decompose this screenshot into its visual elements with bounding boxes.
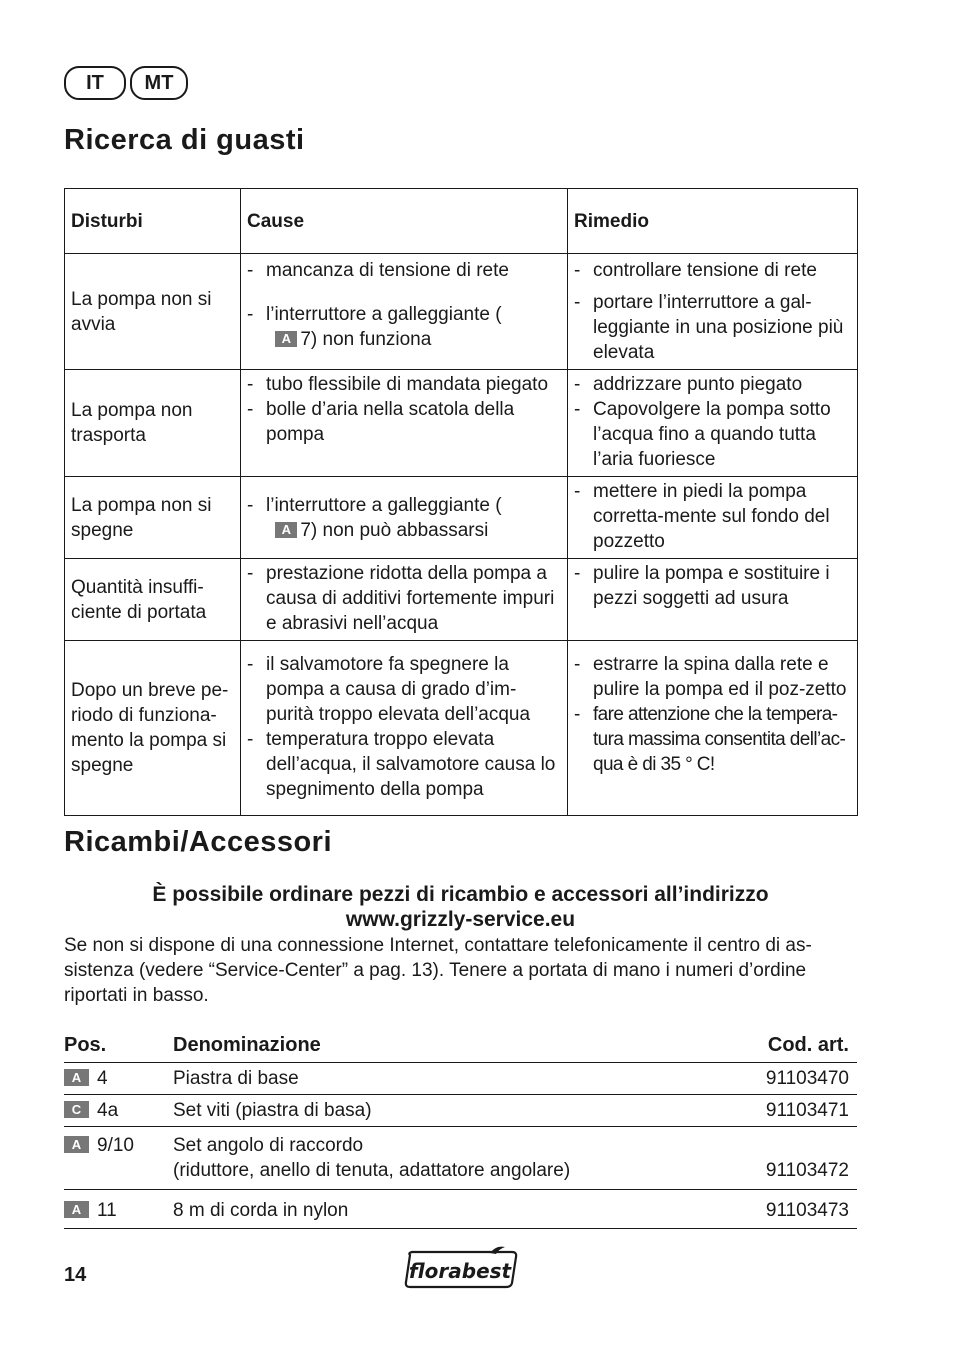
name-cell: Set angolo di raccordo (riduttore, anello di tenuta, adattatore angolare): [173, 1127, 677, 1190]
cause-item: - mancanza di tensione di rete: [247, 258, 561, 283]
florabest-logo: [404, 1245, 520, 1291]
table-row: [65, 559, 858, 641]
remedy-item: - fare attenzione che la tempera-tura massima consentita dell’ac-qua è di 35 ° C!: [574, 702, 851, 777]
parts-table: [64, 1028, 857, 1229]
table-row: [64, 1127, 857, 1190]
code-cell: 91103470: [677, 1063, 857, 1095]
code-cell: 91103472: [677, 1127, 857, 1190]
pos-cell: A 9/10: [64, 1127, 173, 1190]
table-row: [64, 1095, 857, 1127]
disturbance-cell: La pompa non si spegne: [65, 477, 241, 559]
name-cell: 8 m di corda in nylon: [173, 1190, 677, 1229]
pos-cell: A 11: [64, 1190, 173, 1229]
cause-item: - l’interruttore a galleggiante ( A 7) non può abbassarsi: [247, 493, 561, 543]
cause-item: - bolle d’aria nella scatola della pompa: [247, 397, 561, 447]
service-url: www.grizzly-service.eu: [345, 908, 576, 931]
figure-badge: A: [64, 1136, 89, 1153]
table-row: [65, 370, 858, 477]
remedy-item: - Capovolgere la pompa sotto l’acqua fino a quando tutta l’aria fuoriesce: [574, 397, 851, 472]
language-badge-mt: MT: [130, 66, 188, 100]
cause-item: - il salvamotore fa spegnere la pompa a causa di grado d’im-purità troppo elevata dell’acqua: [247, 652, 561, 727]
remedy-item: - estrarre la spina dalla rete e pulire la pompa ed il poz-zetto: [574, 652, 851, 702]
remedy-item: - addrizzare punto piegato: [574, 372, 851, 397]
name-cell: Piastra di base: [173, 1063, 677, 1095]
header-code: Cod. art.: [677, 1028, 857, 1063]
cause-item: - temperatura troppo elevata dell’acqua, il salvamotore causa lo spegnimento della pompa: [247, 727, 561, 802]
header-disturbances: Disturbi: [65, 189, 241, 254]
intro-paragraph: Se non si dispone di una connessione Internet, contattare telefonicamente il centro di as-sistenza (vedere “Service-Center” a pag. 13). Tenere a portata di mano i numeri d’ordine riportati in basso.: [64, 935, 812, 1006]
figure-badge: A: [275, 331, 297, 347]
causes-cell: [241, 641, 568, 816]
pos-cell: A 4: [64, 1063, 173, 1095]
code-cell: 91103473: [677, 1190, 857, 1229]
figure-badge: C: [64, 1101, 89, 1118]
remedies-cell: [568, 477, 858, 559]
table-header-row: [65, 189, 858, 254]
remedies-cell: [568, 254, 858, 370]
figure-badge: A: [64, 1201, 89, 1218]
causes-cell: [241, 370, 568, 477]
troubleshooting-table: [64, 188, 858, 816]
remedies-cell: [568, 559, 858, 641]
table-row: [65, 641, 858, 816]
remedy-item: - controllare tensione di rete: [574, 258, 851, 283]
parts-header-row: [64, 1028, 857, 1063]
remedy-item: - mettere in piedi la pompa corretta-mente sul fondo del pozzetto: [574, 479, 851, 554]
page-number: 14: [64, 1264, 87, 1286]
disturbance-cell: La pompa non trasporta: [65, 370, 241, 477]
remedies-cell: [568, 641, 858, 816]
pos-cell: C 4a: [64, 1095, 173, 1127]
table-row: [64, 1063, 857, 1095]
disturbance-cell: La pompa non si avvia: [65, 254, 241, 370]
causes-cell: [241, 254, 568, 370]
order-heading-line: È possibile ordinare pezzi di ricambio e accessori all’indirizzo: [152, 883, 769, 906]
cause-item: - l’interruttore a galleggiante ( A 7) non funziona: [247, 302, 561, 352]
cause-item: - prestazione ridotta della pompa a causa di additivi fortemente impuri e abrasivi nell’acqua: [247, 561, 561, 636]
table-row: [65, 477, 858, 559]
spares-title: Ricambi/Accessori: [64, 826, 333, 858]
header-pos: Pos.: [64, 1028, 173, 1063]
table-row: [65, 254, 858, 370]
name-cell: Set viti (piastra di basa): [173, 1095, 677, 1127]
figure-badge: A: [64, 1069, 89, 1086]
header-causes: Cause: [241, 189, 568, 254]
troubleshooting-title: Ricerca di guasti: [64, 124, 305, 156]
disturbance-cell: Dopo un breve pe-riodo di funziona-mento la pompa si spegne: [65, 641, 241, 816]
table-row: [64, 1190, 857, 1229]
causes-cell: [241, 559, 568, 641]
language-badge-it: IT: [64, 66, 126, 100]
remedy-item: - pulire la pompa e sostituire i pezzi soggetti ad usura: [574, 561, 851, 611]
cause-item: - tubo flessibile di mandata piegato: [247, 372, 561, 397]
logo-text: florabest: [408, 1259, 512, 1283]
remedy-item: - portare l’interruttore a gal-leggiante in una posizione più elevata: [574, 290, 851, 365]
remedies-cell: [568, 370, 858, 477]
header-remedy: Rimedio: [568, 189, 858, 254]
figure-badge: A: [275, 522, 297, 538]
disturbance-cell: Quantità insuffi-ciente di portata: [65, 559, 241, 641]
causes-cell: [241, 477, 568, 559]
order-heading: [64, 882, 857, 932]
code-cell: 91103471: [677, 1095, 857, 1127]
header-name: Denominazione: [173, 1028, 677, 1063]
